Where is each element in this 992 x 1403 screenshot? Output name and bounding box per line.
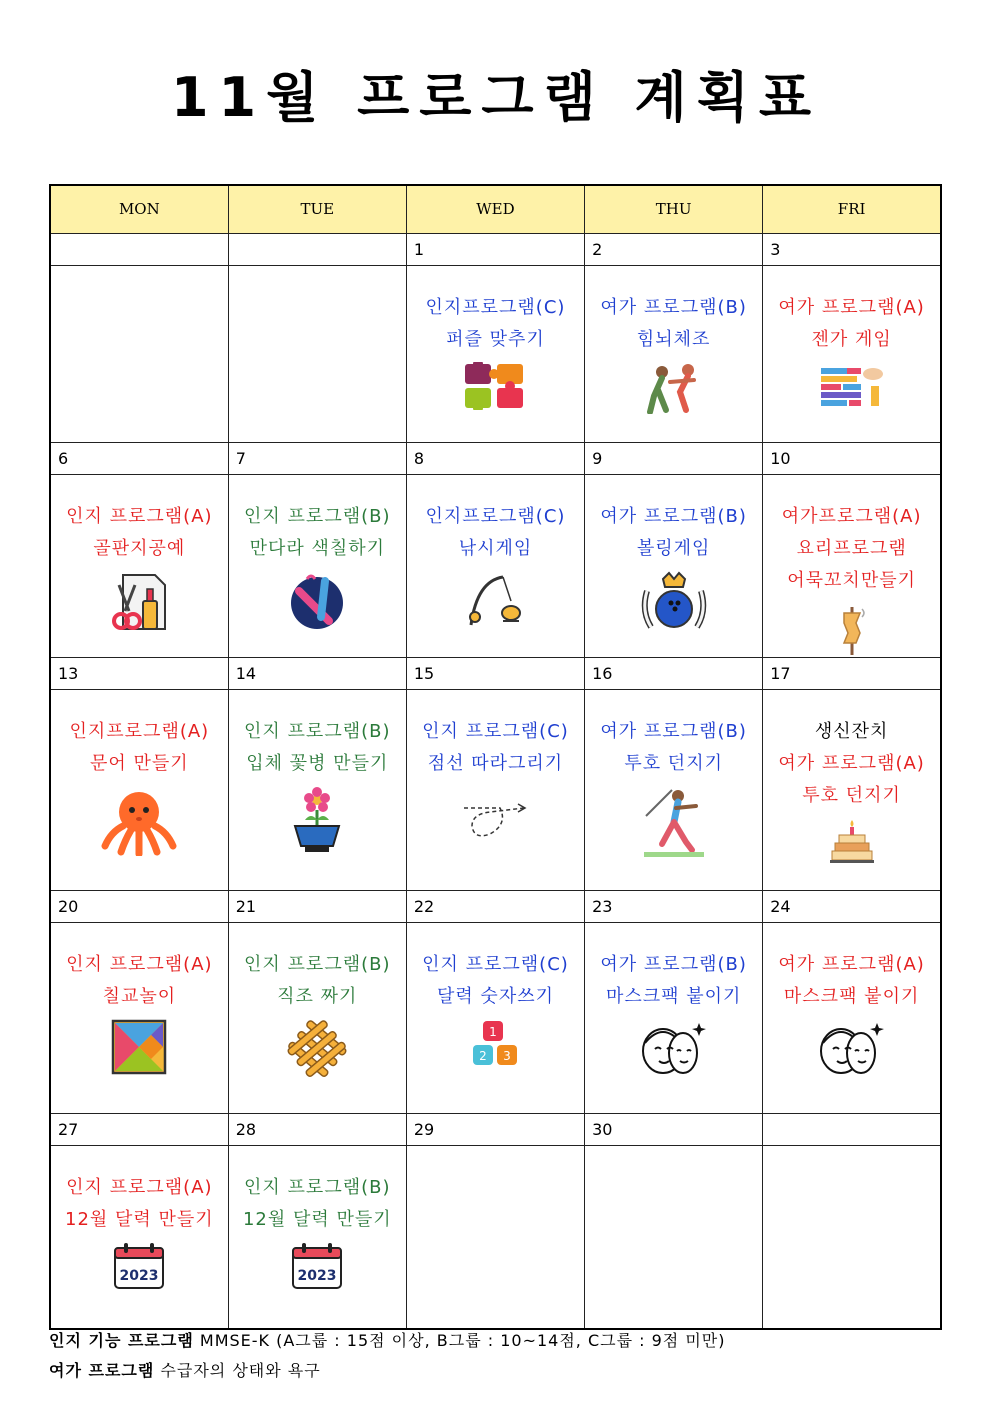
footer-note-leisure bbox=[49, 1358, 321, 1381]
javelin-icon bbox=[642, 786, 706, 860]
event-cell bbox=[763, 474, 941, 657]
fishing-icon bbox=[463, 571, 527, 629]
puzzle-icon bbox=[463, 362, 527, 410]
day-number: 13 bbox=[50, 657, 228, 689]
header-tue: TUE bbox=[228, 185, 406, 233]
event-program: 인지 프로그램(B) bbox=[244, 1176, 391, 1198]
date-row bbox=[50, 1113, 941, 1145]
event-activity: 달력 숫자쓰기 bbox=[436, 985, 554, 1007]
event-program: 여가 프로그램(A) bbox=[778, 953, 925, 975]
calendar-icon bbox=[112, 1242, 166, 1290]
day-number: 28 bbox=[228, 1113, 406, 1145]
empty-cell bbox=[763, 1145, 941, 1329]
dashed-arrow-icon bbox=[460, 798, 530, 848]
day-number: 7 bbox=[228, 442, 406, 474]
flower-pot-icon bbox=[289, 786, 345, 856]
event-activity: 문어 만들기 bbox=[90, 752, 189, 774]
event-cell bbox=[763, 265, 941, 442]
event-activity: 직조 짜기 bbox=[277, 985, 358, 1007]
event-cell bbox=[585, 265, 763, 442]
tangram-icon bbox=[111, 1019, 167, 1075]
empty-cell bbox=[585, 1145, 763, 1329]
event-program: 여가 프로그램(A) bbox=[778, 296, 925, 318]
jenga-icon bbox=[817, 362, 887, 408]
empty-cell bbox=[50, 265, 228, 442]
event-program: 인지 프로그램(B) bbox=[244, 505, 391, 527]
event-activity: 투호 던지기 bbox=[802, 784, 901, 806]
event-program: 여가 프로그램(B) bbox=[600, 953, 747, 975]
weaving-icon bbox=[285, 1019, 349, 1079]
event-cell bbox=[228, 689, 406, 890]
number-blocks-icon bbox=[469, 1019, 521, 1071]
event-activity: 점선 따라그리기 bbox=[427, 752, 564, 774]
calendar-table bbox=[49, 184, 942, 1330]
header-mon: MON bbox=[50, 185, 228, 233]
day-number: 9 bbox=[585, 442, 763, 474]
event-activity: 12월 달력 만들기 bbox=[65, 1208, 214, 1230]
day-number: 17 bbox=[763, 657, 941, 689]
event-cell bbox=[585, 922, 763, 1113]
event-activity: 볼링게임 bbox=[636, 537, 711, 559]
day-number: 16 bbox=[585, 657, 763, 689]
date-row bbox=[50, 657, 941, 689]
event-cell bbox=[585, 474, 763, 657]
event-cell bbox=[585, 689, 763, 890]
face-mask-icon bbox=[817, 1019, 887, 1077]
event-cell bbox=[763, 922, 941, 1113]
day-number bbox=[763, 1113, 941, 1145]
header-wed: WED bbox=[406, 185, 584, 233]
scissors-glue-icon bbox=[109, 571, 169, 635]
event-program: 여가프로그램(A) bbox=[781, 505, 922, 527]
octopus-icon bbox=[101, 786, 177, 856]
event-cell bbox=[406, 474, 584, 657]
event-activity: 입체 꽃병 만들기 bbox=[246, 752, 389, 774]
event-activity: 힘뇌체조 bbox=[636, 328, 711, 350]
day-number: 2 bbox=[585, 233, 763, 265]
event-program: 인지 프로그램(B) bbox=[244, 953, 391, 975]
date-row bbox=[50, 233, 941, 265]
day-number: 22 bbox=[406, 890, 584, 922]
event-cell bbox=[228, 474, 406, 657]
svg-text:3: 3 bbox=[503, 1048, 512, 1063]
footer-note-cognitive bbox=[49, 1328, 726, 1351]
day-number: 30 bbox=[585, 1113, 763, 1145]
event-cell bbox=[406, 265, 584, 442]
event-cell bbox=[763, 689, 941, 890]
bowling-icon bbox=[639, 571, 709, 631]
calendar-year-text: 2023 bbox=[119, 1267, 159, 1284]
svg-text:1: 1 bbox=[489, 1024, 498, 1039]
event-activity: 칠교놀이 bbox=[102, 985, 177, 1007]
content-row bbox=[50, 922, 941, 1113]
empty-cell bbox=[228, 265, 406, 442]
event-title: 생신잔치 bbox=[814, 720, 889, 742]
event-activity: 만다라 색칠하기 bbox=[249, 537, 385, 559]
event-activity: 마스크팩 붙이기 bbox=[605, 985, 742, 1007]
header-row bbox=[50, 185, 941, 233]
day-number: 10 bbox=[763, 442, 941, 474]
event-program: 여가 프로그램(B) bbox=[600, 296, 747, 318]
fishcake-skewer-icon bbox=[832, 603, 872, 657]
day-number: 27 bbox=[50, 1113, 228, 1145]
event-program: 인지 프로그램(A) bbox=[66, 1176, 213, 1198]
event-cell bbox=[50, 689, 228, 890]
event-cell bbox=[228, 1145, 406, 1329]
birthday-cake-icon bbox=[829, 818, 875, 864]
event-program: 여가 프로그램(B) bbox=[600, 720, 747, 742]
event-activity: 퍼즐 맞추기 bbox=[446, 328, 545, 350]
date-row bbox=[50, 890, 941, 922]
date-row bbox=[50, 442, 941, 474]
event-program: 여가 프로그램(B) bbox=[600, 505, 747, 527]
pencils-icon bbox=[287, 571, 347, 631]
event-activity: 투호 던지기 bbox=[624, 752, 723, 774]
event-activity: 젠가 게임 bbox=[811, 328, 892, 350]
stretching-icon bbox=[644, 362, 704, 414]
event-cell bbox=[50, 922, 228, 1113]
footer-text: 수급자의 상태와 욕구 bbox=[160, 1361, 321, 1380]
day-number: 20 bbox=[50, 890, 228, 922]
empty-cell bbox=[406, 1145, 584, 1329]
event-activity: 12월 달력 만들기 bbox=[242, 1208, 392, 1230]
svg-text:2: 2 bbox=[479, 1048, 488, 1063]
day-number: 15 bbox=[406, 657, 584, 689]
header-thu: THU bbox=[585, 185, 763, 233]
page-title: 11월 프로그램 계획표 bbox=[170, 66, 822, 129]
calendar-icon bbox=[290, 1242, 344, 1290]
event-cell bbox=[406, 689, 584, 890]
content-row bbox=[50, 689, 941, 890]
event-activity: 요리프로그램 bbox=[796, 537, 907, 559]
header-fri: FRI bbox=[763, 185, 941, 233]
event-activity: 마스크팩 붙이기 bbox=[783, 985, 920, 1007]
day-number: 8 bbox=[406, 442, 584, 474]
event-activity: 골판지공예 bbox=[93, 537, 186, 559]
event-program: 인지 프로그램(C) bbox=[422, 720, 569, 742]
event-cell bbox=[228, 922, 406, 1113]
day-number: 24 bbox=[763, 890, 941, 922]
event-program: 인지프로그램(C) bbox=[425, 505, 566, 527]
face-mask-icon bbox=[639, 1019, 709, 1077]
event-program: 인지 프로그램(A) bbox=[66, 953, 213, 975]
event-cell bbox=[50, 474, 228, 657]
event-detail: 어묵꼬치만들기 bbox=[787, 569, 916, 591]
calendar-year-text: 2023 bbox=[297, 1267, 337, 1284]
day-number: 6 bbox=[50, 442, 228, 474]
event-program: 인지 프로그램(A) bbox=[66, 505, 213, 527]
day-number: 29 bbox=[406, 1113, 584, 1145]
day-number: 21 bbox=[228, 890, 406, 922]
day-number: 1 bbox=[406, 233, 584, 265]
event-cell bbox=[406, 922, 584, 1113]
event-program: 여가 프로그램(A) bbox=[778, 752, 925, 774]
event-program: 인지프로그램(C) bbox=[425, 296, 566, 318]
event-program: 인지 프로그램(C) bbox=[422, 953, 569, 975]
content-row bbox=[50, 474, 941, 657]
content-row bbox=[50, 265, 941, 442]
event-program: 인지프로그램(A) bbox=[69, 720, 210, 742]
footer-label: 인지 기능 프로그램 bbox=[49, 1331, 194, 1350]
footer-label: 여가 프로그램 bbox=[49, 1361, 155, 1380]
day-number: 14 bbox=[228, 657, 406, 689]
day-number: 3 bbox=[763, 233, 941, 265]
content-row bbox=[50, 1145, 941, 1329]
day-number bbox=[50, 233, 228, 265]
day-number bbox=[228, 233, 406, 265]
event-program: 인지 프로그램(B) bbox=[244, 720, 391, 742]
day-number: 23 bbox=[585, 890, 763, 922]
event-cell bbox=[50, 1145, 228, 1329]
footer-text: MMSE-K (A그룹 : 15점 이상, B그룹 : 10~14점, C그룹 : 9점 미만) bbox=[199, 1331, 726, 1350]
event-activity: 낚시게임 bbox=[458, 537, 533, 559]
